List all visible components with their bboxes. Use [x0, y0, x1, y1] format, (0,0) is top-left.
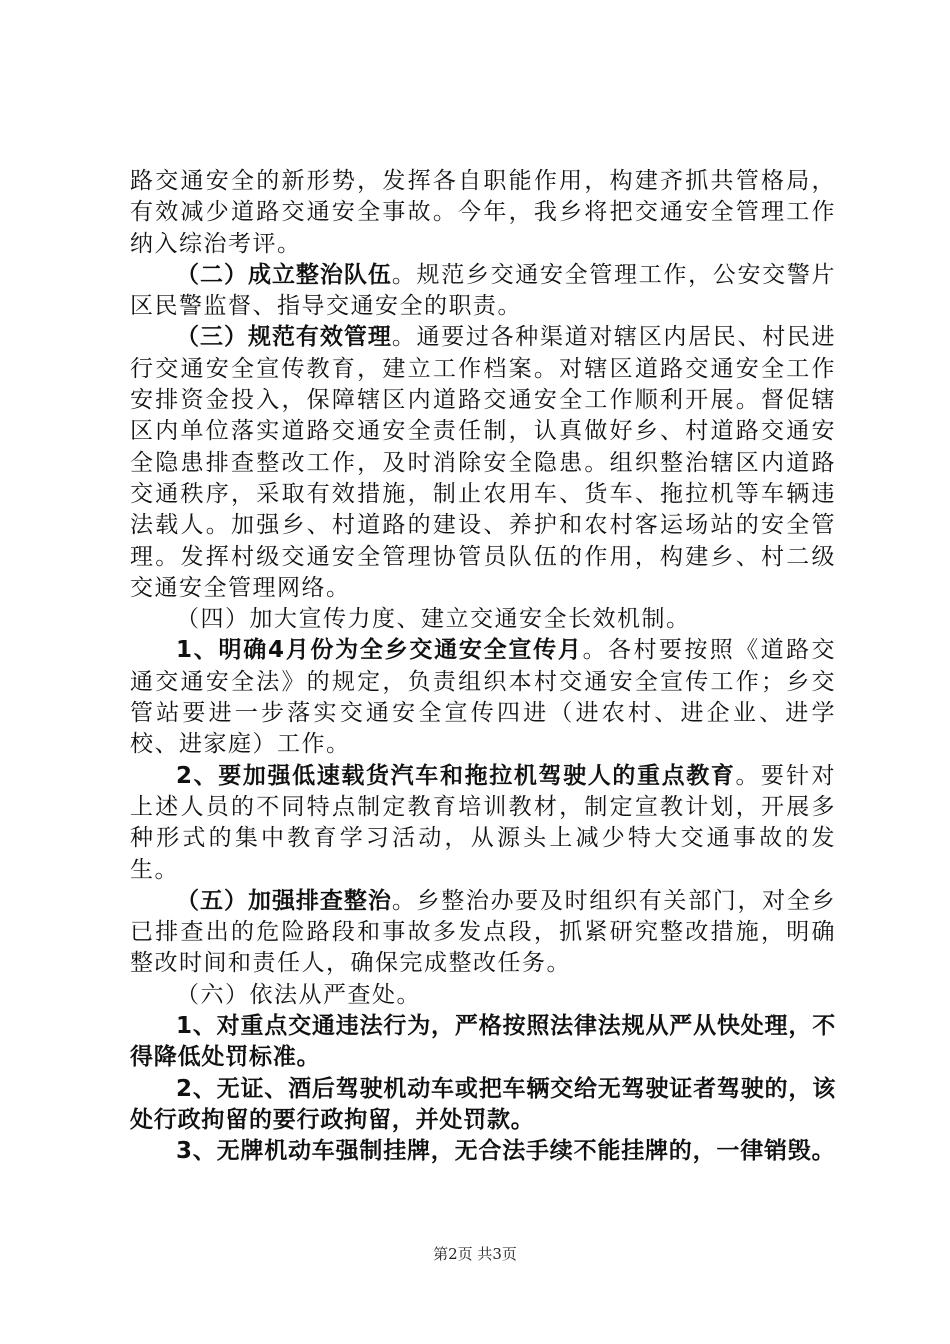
page-indicator: 第2页 共3页: [433, 1245, 517, 1263]
page-footer: [0, 1243, 950, 1264]
paragraph-9: [130, 1011, 836, 1074]
paragraph-text: 。乡整治办要及时组织有关部门，对全乡已排查出的危险路段和事故多发点段，抓紧研究整改措施，明确整改时间和责任人，确保完成整改任务。: [130, 887, 837, 977]
paragraph-text: 3、无牌机动车强制挂牌，无合法手续不能挂牌的，一律销毁。: [176, 1138, 836, 1165]
body-text: [130, 166, 836, 1168]
paragraph-8: [130, 980, 836, 1011]
paragraph-6: [130, 761, 836, 886]
paragraph-text: 1、对重点交通违法行为，严格按照法律法规从严从快处理，不得降低处罚标准。: [130, 1013, 836, 1071]
paragraph-4: [130, 604, 836, 635]
item-heading: 2、要加强低速载货汽车和拖拉机驾驶人的重点教育: [176, 762, 736, 789]
section-heading: （二）成立整治队伍: [176, 261, 392, 288]
section-heading: （三）规范有效管理: [176, 324, 392, 351]
paragraph-text: 。规范乡交通安全管理工作，公安交警片区民警监督、指导交通安全的职责。: [130, 261, 837, 320]
paragraph-2: [130, 260, 836, 323]
paragraph-text: 路交通安全的新形势，发挥各自职能作用，构建齐抓共管格局，有效减少道路交通安全事故。今年，我乡将把交通安全管理工作纳入综治考评。: [130, 168, 836, 257]
section-heading: （四）加大宣传力度、建立交通安全长效机制。: [176, 606, 691, 633]
section-heading: （六）依法从严查处。: [176, 981, 421, 1008]
paragraph-1: [130, 166, 836, 260]
paragraph-text: 。通要过各种渠道对辖区内居民、村民进行交通安全宣传教育，建立工作档案。对辖区道路交通安全工作安排资金投入，保障辖区内道路交通安全工作顺利开展。督促辖区内单位落实道路交通安全责任制，认真做好乡、村道路交通安全隐患排查整改工作，及时消除安全隐患。组织整治辖区内道路交通秩序，采取有效措施，制止农用车、货车、拖拉机等车辆违法载人。加强乡、村道路的建设、养护和农村客运场站的安全管理。发挥村级交通安全管理协管员队伍的作用，构建乡、村二级交通安全管理网络。: [130, 324, 837, 601]
paragraph-text: 。要针对上述人员的不同特点制定教育培训教材，制定宣教计划，开展多种形式的集中教育学习活动，从源头上减少特大交通事故的发生。: [130, 762, 837, 883]
item-heading: 1、明确4月份为全乡交通安全宣传月: [176, 637, 583, 664]
section-heading: （五）加强排查整治: [176, 887, 392, 914]
paragraph-5: [130, 635, 836, 760]
paragraph-text: 2、无证、酒后驾驶机动车或把车辆交给无驾驶证者驾驶的，该处行政拘留的要行政拘留，并处罚款。: [130, 1075, 836, 1133]
paragraph-11: [130, 1136, 836, 1167]
paragraph-text: 。各村要按照《道路交通交通安全法》的规定，负责组织本村交通安全宣传工作；乡交管站要进一步落实交通安全宣传四进（进农村、进企业、进学校、进家庭）工作。: [130, 637, 837, 758]
paragraph-7: [130, 886, 836, 980]
paragraph-10: [130, 1074, 836, 1137]
paragraph-3: [130, 322, 836, 604]
